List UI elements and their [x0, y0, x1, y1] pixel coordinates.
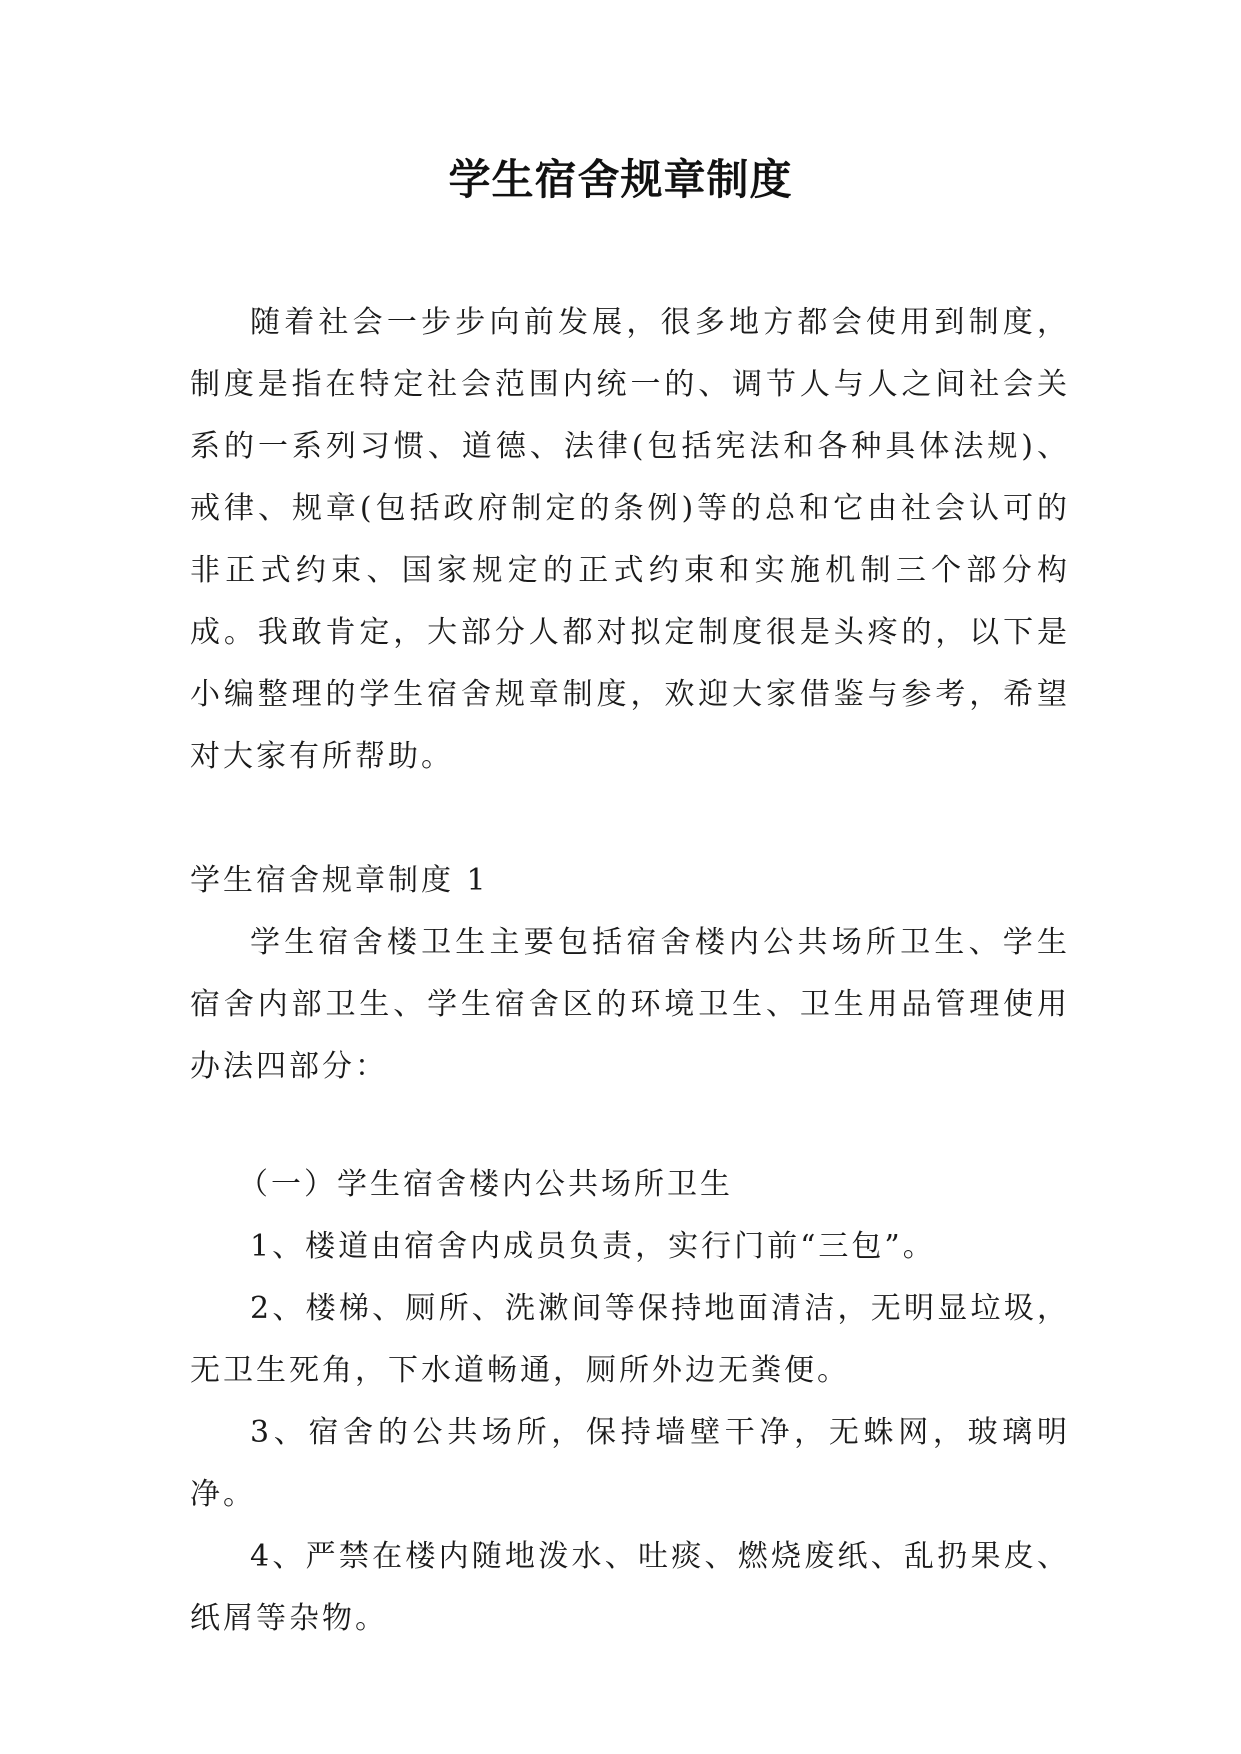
section-heading: 学生宿舍规章制度 1: [190, 863, 489, 898]
spacer: [190, 1098, 1070, 1154]
section-intro-paragraph: 学生宿舍楼卫生主要包括宿舍楼内公共场所卫生、学生宿舍内部卫生、学生宿舍区的环境卫生、卫生用品管理使用办法四部分：: [190, 925, 1070, 1084]
rule-item-4: 4、严禁在楼内随地泼水、吐痰、燃烧废纸、乱扔果皮、纸屑等杂物。: [190, 1539, 1070, 1636]
subsection-heading: （一）学生宿舍楼内公共场所卫生: [238, 1167, 733, 1202]
document-title: 学生宿舍规章制度: [448, 155, 793, 204]
rule-item-3: 3、宿舍的公共场所，保持墙壁干净，无蛛网，玻璃明净。: [190, 1415, 1070, 1512]
document-body: [190, 292, 1070, 1650]
rule-item-1: 1、楼道由宿舍内成员负责，实行门前“三包”。: [250, 1229, 936, 1264]
rule-item-2: 2、楼梯、厕所、洗漱间等保持地面清洁，无明显垃圾，无卫生死角，下水道畅通，厕所外边无粪便。: [190, 1291, 1070, 1388]
intro-paragraph: 随着社会一步步向前发展，很多地方都会使用到制度，制度是指在特定社会范围内统一的、调节人与人之间社会关系的一系列习惯、道德、法律(包括宪法和各种具体法规)、戒律、规章(包括政府制定的条例)等的总和它由社会认可的非正式约束、国家规定的正式约束和实施机制三个部分构成。我敢肯定，大部分人都对拟定制度很是头疼的，以下是小编整理的学生宿舍规章制度，欢迎大家借鉴与参考，希望对大家有所帮助。: [190, 305, 1070, 774]
spacer: [190, 788, 1070, 850]
